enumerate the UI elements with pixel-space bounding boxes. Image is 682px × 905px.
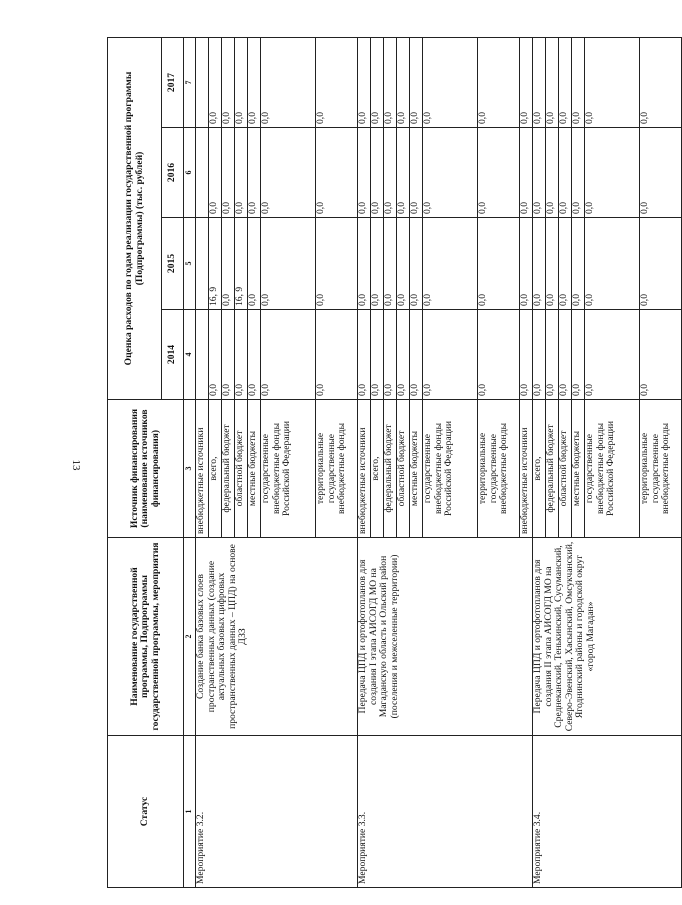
value-cell: 0,0 [248,218,261,310]
value-cell: 16, 9 [235,218,248,310]
source-cell: областной бюджет [559,400,572,538]
value-cell: 0,0 [546,37,559,127]
value-cell: 0,0 [209,128,222,218]
value-cell: 0,0 [559,128,572,218]
source-cell: территориальные государственные внебюджетные фонды [478,400,520,538]
value-cell: 0,0 [371,310,384,400]
value-cell: 0,0 [478,128,520,218]
value-cell: 0,0 [397,218,410,310]
source-cell: всего, [209,400,222,538]
value-cell: 0,0 [358,37,371,127]
value-cell: 0,0 [384,310,397,400]
value-cell: 0,0 [640,37,682,127]
value-cell: 0,0 [559,310,572,400]
column-number: 3 [184,400,196,538]
value-cell: 0,0 [222,37,235,127]
value-cell [196,218,209,310]
value-cell: 0,0 [410,128,423,218]
header-year: 2014 [162,310,184,400]
source-cell: местные бюджеты [410,400,423,538]
value-cell: 0,0 [316,310,358,400]
source-cell: областной бюджет [235,400,248,538]
value-cell: 0,0 [559,37,572,127]
value-cell: 0,0 [423,218,478,310]
event-name-cell: Создание банка базовых слоев пространственных данных (создание актуальных базовых цифровых пространственных данных – ЦПД) на основе ДЗЗ [196,538,358,736]
value-cell: 0,0 [546,310,559,400]
value-cell: 0,0 [358,218,371,310]
event-name-cell: Передача ЦПД и ортофотопланов для создания I этапа АИСОГД МО на Магаданскую область и Ольский район (поселения и межселенные территории) [358,538,533,736]
value-cell: 0,0 [261,218,316,310]
source-cell: государственные внебюджетные фонды Российской Федерации [585,400,640,538]
source-cell: местные бюджеты [572,400,585,538]
value-cell: 0,0 [572,128,585,218]
header-status: Статус [108,736,184,888]
value-cell: 0,0 [316,37,358,127]
header-source: Источник финансирования (наименование источников финансирования) [108,400,184,538]
header-estimate: Оценка расходов по годам реализации государственной программы (Подпрограммы) (тыс. рублей) [108,37,162,399]
value-cell: 0,0 [423,128,478,218]
value-cell: 0,0 [410,310,423,400]
value-cell: 0,0 [546,128,559,218]
value-cell: 0,0 [410,218,423,310]
value-cell: 0,0 [316,128,358,218]
value-cell: 0,0 [640,310,682,400]
value-cell: 0,0 [478,37,520,127]
value-cell: 0,0 [640,128,682,218]
source-cell: государственные внебюджетные фонды Российской Федерации [423,400,478,538]
value-cell: 0,0 [478,310,520,400]
value-cell: 0,0 [559,218,572,310]
value-cell: 0,0 [261,310,316,400]
value-cell [196,37,209,127]
value-cell: 0,0 [585,310,640,400]
page-number: 13 [70,459,82,471]
value-cell: 0,0 [235,128,248,218]
source-cell: федеральный бюджет [384,400,397,538]
value-cell: 0,0 [546,218,559,310]
source-cell: всего, [533,400,546,538]
column-number: 2 [184,538,196,736]
value-cell: 0,0 [222,310,235,400]
value-cell: 0,0 [358,310,371,400]
source-cell: территориальные государственные внебюджетные фонды [640,400,682,538]
source-cell: государственные внебюджетные фонды Российской Федерации [261,400,316,538]
source-cell: территориальные государственные внебюджетные фонды [316,400,358,538]
rotated-page [107,38,672,888]
value-cell: 0,0 [235,37,248,127]
value-cell: 0,0 [572,218,585,310]
value-cell [196,310,209,400]
value-cell: 0,0 [520,37,533,127]
value-cell: 0,0 [410,37,423,127]
value-cell: 0,0 [222,218,235,310]
value-cell: 0,0 [371,218,384,310]
header-year: 2015 [162,218,184,310]
value-cell: 0,0 [640,218,682,310]
status-cell: Мероприятие 3.4. [533,736,682,888]
value-cell: 0,0 [585,218,640,310]
value-cell: 0,0 [384,37,397,127]
status-cell: Мероприятие 3.2. [196,736,358,888]
value-cell: 0,0 [384,218,397,310]
value-cell: 0,0 [222,128,235,218]
value-cell: 16, 9 [209,218,222,310]
value-cell: 0,0 [248,128,261,218]
source-cell: местные бюджеты [248,400,261,538]
value-cell: 0,0 [384,128,397,218]
value-cell: 0,0 [423,310,478,400]
source-cell: федеральный бюджет [546,400,559,538]
source-cell: федеральный бюджет [222,400,235,538]
value-cell: 0,0 [358,128,371,218]
column-number: 7 [184,37,196,127]
financing-table [107,37,682,888]
value-cell: 0,0 [316,218,358,310]
value-cell: 0,0 [585,37,640,127]
value-cell: 0,0 [572,37,585,127]
value-cell: 0,0 [248,37,261,127]
column-number: 4 [184,310,196,400]
value-cell: 0,0 [520,128,533,218]
value-cell: 0,0 [209,37,222,127]
value-cell: 0,0 [520,218,533,310]
source-cell: внебюджетные источники [196,400,209,538]
value-cell: 0,0 [261,128,316,218]
value-cell: 0,0 [520,310,533,400]
value-cell [196,128,209,218]
column-number: 1 [184,736,196,888]
header-year: 2017 [162,37,184,127]
value-cell: 0,0 [209,310,222,400]
header-year: 2016 [162,128,184,218]
value-cell: 0,0 [533,310,546,400]
value-cell: 0,0 [533,218,546,310]
value-cell: 0,0 [423,37,478,127]
status-cell: Мероприятие 3.3. [358,736,533,888]
value-cell: 0,0 [235,310,248,400]
value-cell: 0,0 [533,37,546,127]
header-name: Наименование государственной программы, Подпрограммы государственной программы, мероприятия [108,538,184,736]
value-cell: 0,0 [397,37,410,127]
value-cell: 0,0 [248,310,261,400]
value-cell: 0,0 [533,128,546,218]
value-cell: 0,0 [397,128,410,218]
source-cell: всего, [371,400,384,538]
source-cell: областной бюджет [397,400,410,538]
value-cell: 0,0 [572,310,585,400]
value-cell: 0,0 [585,128,640,218]
value-cell: 0,0 [397,310,410,400]
value-cell: 0,0 [261,37,316,127]
event-name-cell: Передача ЦПД и ортофотопланов для создания II этапа АИСОГД МО на Среднеканский, Тенькинский, Сусуманский, Северо-Эвенский, Хасынский, Омсукчанский, Ягоднинский районы и городской округ «город Магадан» [533,538,682,736]
column-number: 5 [184,218,196,310]
source-cell: внебюджетные источники [520,400,533,538]
source-cell: внебюджетные источники [358,400,371,538]
value-cell: 0,0 [371,37,384,127]
value-cell: 0,0 [478,218,520,310]
value-cell: 0,0 [371,128,384,218]
column-number: 6 [184,128,196,218]
